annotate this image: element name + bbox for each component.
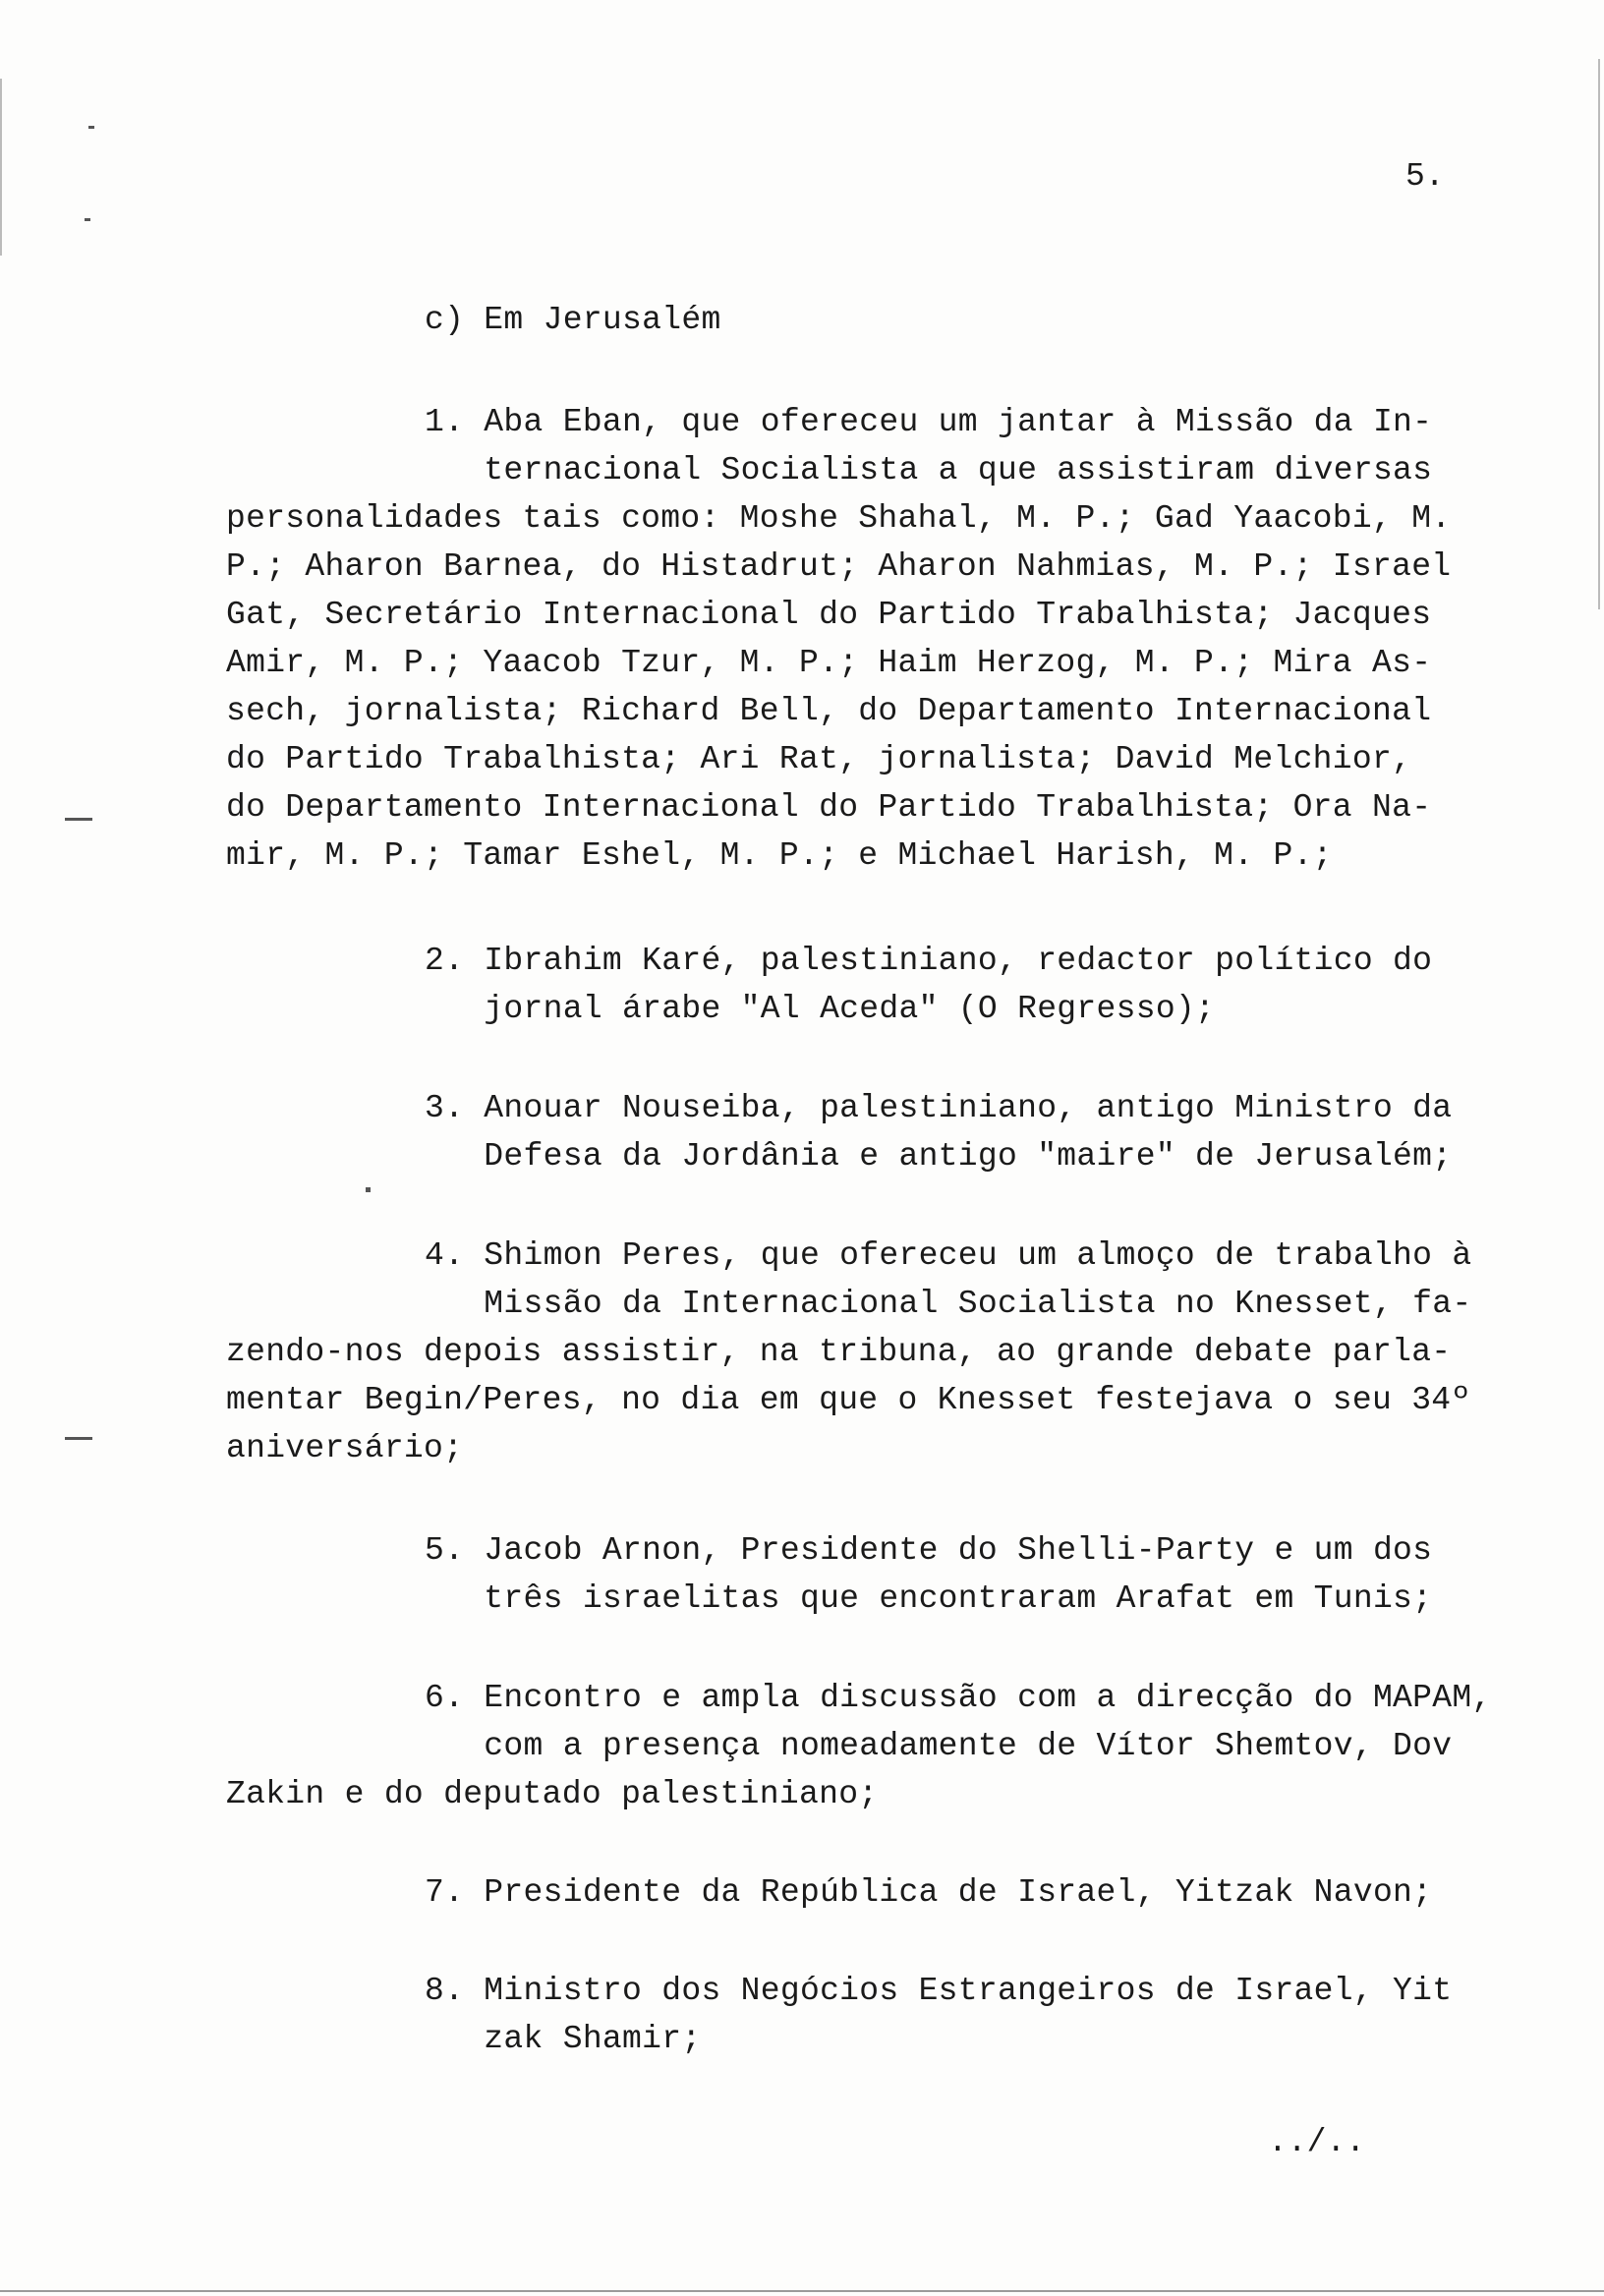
item-line: 4. Shimon Peres, que ofereceu um almoço de trabalho à xyxy=(425,1237,1472,1274)
item-line: mentar Begin/Peres, no dia em que o Knesset festejava o seu 34º xyxy=(226,1382,1471,1418)
item-line: ternacional Socialista a que assistiram diversas xyxy=(425,452,1433,488)
item-line: três israelitas que encontraram Arafat em Tunis; xyxy=(425,1580,1433,1617)
item-line: com a presença nomeadamente de Vítor Shemtov, Dov xyxy=(425,1728,1453,1764)
item-line: 5. Jacob Arnon, Presidente do Shelli-Party e um dos xyxy=(425,1532,1433,1569)
item-line: do Departamento Internacional do Partido Trabalhista; Ora Na- xyxy=(226,789,1432,826)
scan-speck xyxy=(65,818,92,821)
item-line: 6. Encontro e ampla discussão com a direcção do MAPAM, xyxy=(425,1680,1492,1716)
item-line: jornal árabe "Al Aceda" (O Regresso); xyxy=(425,991,1216,1027)
item-line: do Partido Trabalhista; Ari Rat, jornalista; David Melchior, xyxy=(226,741,1412,777)
bottom-scan-rule xyxy=(0,2290,1604,2292)
item-line: mir, M. P.; Tamar Eshel, M. P.; e Michael Harish, M. P.; xyxy=(226,837,1333,874)
continuation-mark: ../.. xyxy=(1268,2124,1366,2160)
item-line: personalidades tais como: Moshe Shahal, M. P.; Gad Yaacobi, M. xyxy=(226,500,1452,537)
left-edge-artifact xyxy=(0,79,2,256)
item-line: sech, jornalista; Richard Bell, do Departamento Internacional xyxy=(226,693,1432,729)
item-line: Amir, M. P.; Yaacob Tzur, M. P.; Haim Herzog, M. P.; Mira As- xyxy=(226,645,1432,681)
item-line: 8. Ministro dos Negócios Estrangeiros de Israel, Yit xyxy=(425,1973,1453,2009)
item-line: P.; Aharon Barnea, do Histadrut; Aharon Nahmias, M. P.; Israel xyxy=(226,548,1452,585)
item-line: Gat, Secretário Internacional do Partido Trabalhista; Jacques xyxy=(226,597,1432,633)
item-line: Defesa da Jordânia e antigo "maire" de Jerusalém; xyxy=(425,1138,1453,1175)
page-number: 5. xyxy=(1405,158,1445,195)
item-line: 2. Ibrahim Karé, palestiniano, redactor político do xyxy=(425,943,1433,979)
item-line: 3. Anouar Nouseiba, palestiniano, antigo Ministro da xyxy=(425,1090,1453,1126)
scan-speck xyxy=(366,1187,371,1192)
scan-speck xyxy=(65,1437,92,1440)
item-line: Zakin e do deputado palestiniano; xyxy=(226,1776,879,1812)
item-line: zendo-nos depois assistir, na tribuna, ao grande debate parla- xyxy=(226,1334,1452,1370)
scan-speck xyxy=(88,126,94,129)
item-line: 1. Aba Eban, que ofereceu um jantar à Missão da In- xyxy=(425,404,1433,440)
scan-speck xyxy=(85,218,90,221)
right-edge-artifact xyxy=(1598,59,1600,609)
section-heading: c) Em Jerusalém xyxy=(425,302,721,338)
item-line: aniversário; xyxy=(226,1430,464,1466)
item-line: zak Shamir; xyxy=(425,2021,702,2057)
item-line: Missão da Internacional Socialista no Knesset, fa- xyxy=(425,1286,1472,1322)
item-line: 7. Presidente da República de Israel, Yitzak Navon; xyxy=(425,1874,1433,1911)
